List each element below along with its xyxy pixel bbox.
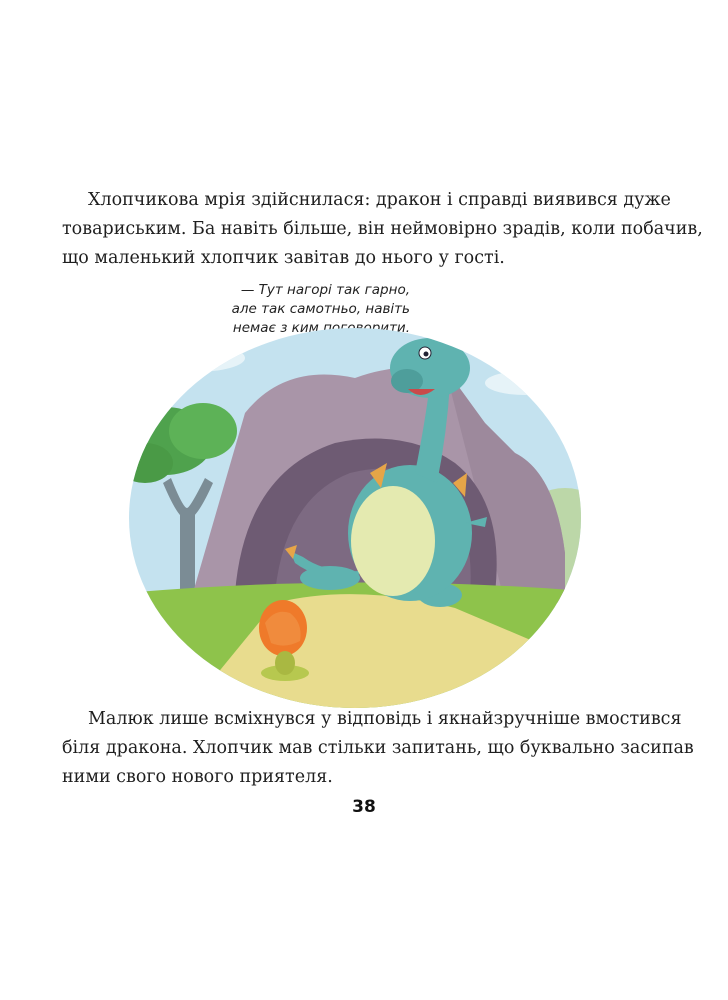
paragraph-bottom xyxy=(62,705,694,792)
dragon-cave-illustration xyxy=(125,323,585,713)
text-line: Малюк лише всміхнувся у відповідь і якнайзручніше вмостився xyxy=(88,709,682,729)
cloud xyxy=(145,344,245,372)
speech-line: але так самотньо, навіть xyxy=(231,301,410,317)
page-number: 38 xyxy=(352,797,376,817)
text-line: ними свого нового приятеля. xyxy=(62,767,333,787)
text-line: що маленький хлопчик завітав до нього у гості. xyxy=(62,248,505,268)
boy xyxy=(259,600,309,681)
paragraph-top xyxy=(62,186,703,273)
cloud xyxy=(485,371,565,395)
text-line: біля дракона. Хлопчик мав стільки запитань, що буквально засипав xyxy=(62,738,694,758)
text-line: Хлопчикова мрія здійснилася: дракон і справді виявився дуже xyxy=(88,190,671,210)
speech-line: немає з ким поговорити. xyxy=(232,320,410,336)
speech-line: — Тут нагорі так гарно, xyxy=(240,282,410,298)
text-line: товариським. Ба навіть більше, він неймовірно зрадів, коли побачив, xyxy=(62,219,703,239)
